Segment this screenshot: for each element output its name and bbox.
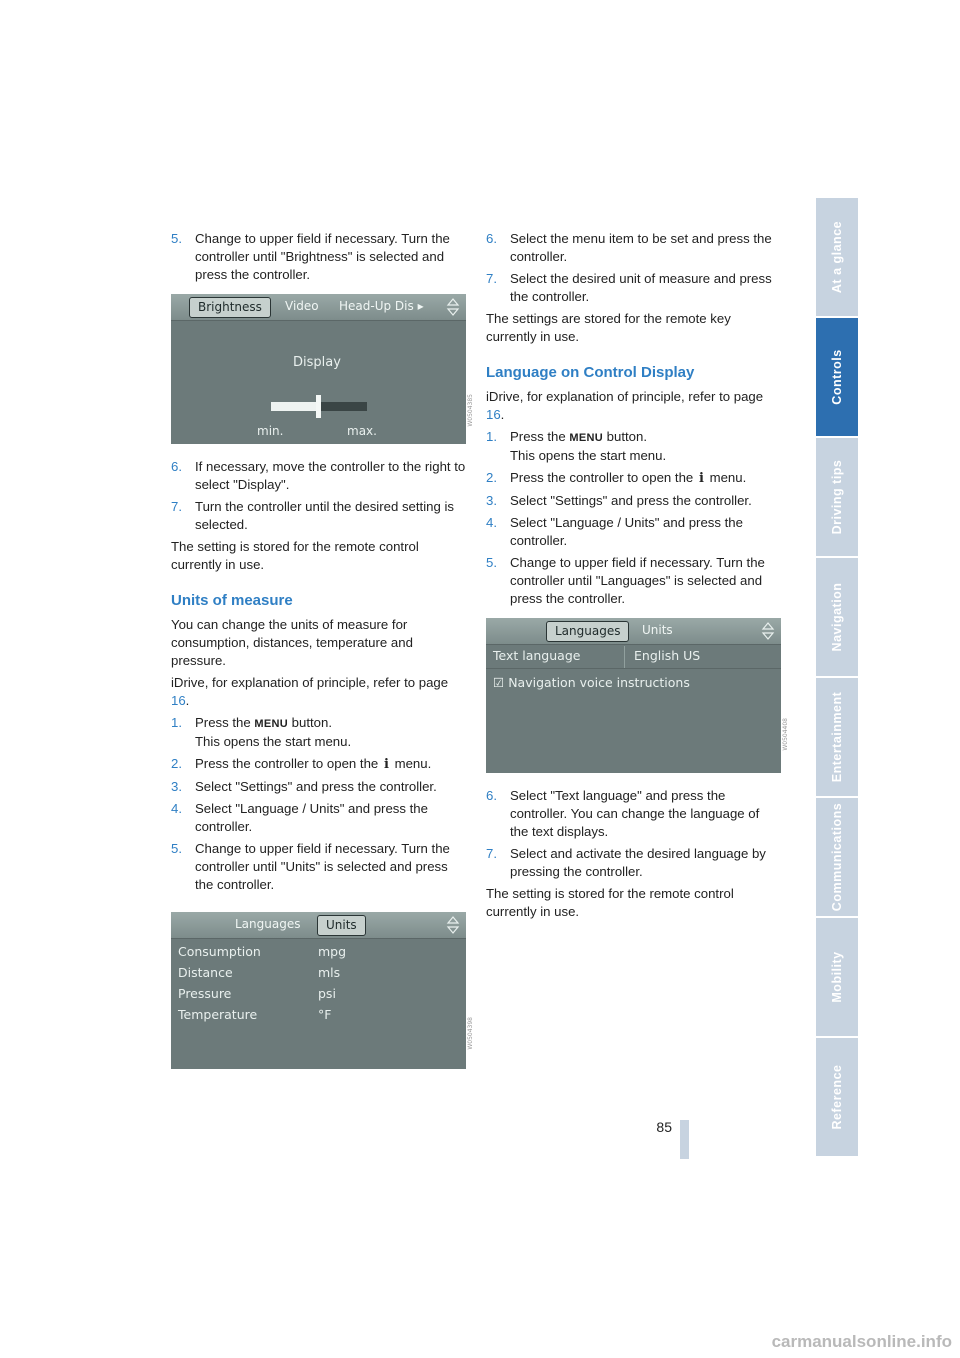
tab-bar bbox=[171, 912, 466, 939]
chapter-tabs bbox=[816, 198, 858, 1158]
step-text-pre: Press the bbox=[510, 429, 566, 444]
step-text: Select "Language / Units" and press the controller. bbox=[195, 801, 428, 834]
step-subtext: This opens the start menu. bbox=[195, 734, 352, 749]
figure-id: W0504385 bbox=[467, 394, 474, 427]
menu-button-icon: MENU bbox=[569, 432, 603, 444]
step-number: 5. bbox=[171, 841, 182, 856]
nav-voice-label: Navigation voice instructions bbox=[508, 675, 690, 690]
info-menu-icon: i bbox=[698, 471, 704, 486]
row-pressure-value: psi bbox=[318, 986, 336, 1001]
step-5-brightness bbox=[171, 230, 466, 284]
scroll-arrows-icon bbox=[761, 622, 775, 640]
units-step-2 bbox=[171, 755, 466, 774]
max-label: max. bbox=[347, 424, 377, 438]
step-number: 5. bbox=[486, 555, 497, 570]
row-distance-label: Distance bbox=[178, 965, 233, 980]
step-text: Change to upper field if necessary. Turn the controller until "Units" is selected and press the controller. bbox=[195, 841, 450, 892]
checkmark-icon: ☑ bbox=[493, 675, 505, 690]
units-step-5 bbox=[171, 840, 466, 894]
page-number: 85 bbox=[656, 1119, 672, 1135]
step-text: If necessary, move the controller to the right to select "Display". bbox=[195, 459, 466, 492]
page-link[interactable]: 16 bbox=[486, 407, 501, 422]
scroll-arrows-icon bbox=[446, 298, 460, 316]
tab-languages: Languages bbox=[546, 621, 629, 642]
slider-fill bbox=[271, 402, 319, 411]
chapter-tab-label: Navigation bbox=[830, 582, 844, 652]
step-number: 2. bbox=[486, 470, 497, 485]
storage-note: The setting is stored for the remote control currently in use. bbox=[486, 886, 734, 919]
language-step-7 bbox=[486, 845, 781, 881]
tab-units: Units bbox=[642, 623, 673, 637]
units-step-3 bbox=[171, 778, 466, 796]
tab-bar bbox=[486, 618, 781, 645]
figure-id: W0504398 bbox=[467, 1017, 474, 1050]
step-text: Change to upper field if necessary. Turn the controller until "Languages" is selected and press the controller. bbox=[510, 555, 765, 606]
language-step-3 bbox=[486, 492, 781, 510]
info-menu-icon: i bbox=[383, 757, 389, 772]
idrive-text: iDrive, for explanation of principle, refer to page bbox=[171, 675, 449, 690]
step-number: 2. bbox=[171, 756, 182, 771]
row-temperature-value: °F bbox=[318, 1007, 332, 1022]
row-pressure-label: Pressure bbox=[178, 986, 232, 1001]
step-number: 6. bbox=[486, 788, 497, 803]
idrive-reference bbox=[486, 388, 781, 424]
storage-note: The setting is stored for the remote control currently in use. bbox=[171, 539, 419, 572]
min-label: min. bbox=[257, 424, 284, 438]
tab-languages: Languages bbox=[235, 917, 301, 931]
chapter-tab-label: Driving tips bbox=[830, 459, 844, 535]
step-text-post: menu. bbox=[709, 470, 747, 485]
step-text: Turn the controller until the desired setting is selected. bbox=[195, 499, 454, 532]
units-heading: Units of measure bbox=[171, 592, 293, 609]
units-screen-image bbox=[171, 912, 474, 1069]
tab-head-up-display: Head-Up Dis ▸ bbox=[339, 299, 424, 313]
chapter-tab-reference[interactable] bbox=[816, 1038, 858, 1156]
chapter-tab-communications[interactable] bbox=[816, 798, 858, 916]
units-step-7 bbox=[486, 270, 781, 306]
chapter-tab-driving-tips[interactable] bbox=[816, 438, 858, 556]
text-language-label: Text language bbox=[493, 648, 581, 663]
figure-id: W0504408 bbox=[782, 718, 789, 751]
watermark: carmanualsonline.info bbox=[771, 1332, 952, 1351]
step-number: 7. bbox=[171, 499, 182, 514]
chapter-tab-navigation[interactable] bbox=[816, 558, 858, 676]
language-step-2 bbox=[486, 469, 781, 488]
step-text: Select "Language / Units" and press the controller. bbox=[510, 515, 743, 548]
text-language-value: English US bbox=[634, 648, 701, 663]
step-number: 7. bbox=[486, 846, 497, 861]
page-link[interactable]: 16 bbox=[171, 693, 186, 708]
tab-video: Video bbox=[285, 299, 319, 313]
units-step-4 bbox=[171, 800, 466, 836]
chapter-tab-label: At a glance bbox=[830, 220, 844, 294]
step-text-post: menu. bbox=[394, 756, 432, 771]
step-text: Select "Settings" and press the controller. bbox=[510, 493, 752, 508]
right-column bbox=[486, 230, 789, 925]
units-step-6 bbox=[486, 230, 781, 266]
row-consumption-label: Consumption bbox=[178, 944, 261, 959]
step-number: 3. bbox=[486, 493, 497, 508]
step-text: Select the desired unit of measure and press the controller. bbox=[510, 271, 772, 304]
units-intro: You can change the units of measure for consumption, distances, temperature and pressure. bbox=[171, 617, 413, 668]
step-text-pre: Press the bbox=[195, 715, 251, 730]
step-text: Select "Text language" and press the controller. You can change the language of the text displays. bbox=[510, 788, 760, 839]
row-distance-value: mls bbox=[318, 965, 341, 980]
step-number: 7. bbox=[486, 271, 497, 286]
text-language-row bbox=[486, 644, 781, 669]
chapter-tab-label: Communications bbox=[830, 802, 844, 912]
chapter-tab-at-a-glance[interactable] bbox=[816, 198, 858, 316]
step-text: Select the menu item to be set and press the controller. bbox=[510, 231, 772, 264]
period: . bbox=[500, 407, 505, 422]
storage-note: The settings are stored for the remote key currently in use. bbox=[486, 311, 731, 344]
step-text: Change to upper field if necessary. Turn the controller until "Brightness" is selected and press the controller. bbox=[195, 231, 450, 282]
left-column bbox=[171, 230, 474, 1083]
step-number: 4. bbox=[486, 515, 497, 530]
slider-thumb bbox=[316, 395, 321, 418]
step-subtext: This opens the start menu. bbox=[510, 448, 667, 463]
row-temperature-label: Temperature bbox=[178, 1007, 258, 1022]
chapter-tab-label: Reference bbox=[830, 1064, 844, 1130]
chapter-tab-entertainment[interactable] bbox=[816, 678, 858, 796]
tab-bar bbox=[171, 294, 466, 321]
chapter-tab-label: Mobility bbox=[830, 951, 844, 1003]
step-7-setting bbox=[171, 498, 466, 534]
units-step-1 bbox=[171, 714, 466, 751]
language-screen-image bbox=[486, 618, 789, 773]
step-6-display bbox=[171, 458, 466, 494]
step-text-pre: Press the controller to open the bbox=[510, 470, 694, 485]
step-number: 5. bbox=[171, 231, 182, 246]
language-step-6 bbox=[486, 787, 781, 841]
step-text-post: button. bbox=[291, 715, 332, 730]
chapter-tab-mobility[interactable] bbox=[816, 918, 858, 1036]
page-marker bbox=[680, 1120, 689, 1159]
step-number: 1. bbox=[486, 429, 497, 444]
step-number: 6. bbox=[171, 459, 182, 474]
language-step-5 bbox=[486, 554, 781, 608]
language-heading: Language on Control Display bbox=[486, 364, 695, 381]
step-number: 6. bbox=[486, 231, 497, 246]
idrive-text: iDrive, for explanation of principle, refer to page bbox=[486, 389, 764, 404]
row-divider bbox=[624, 646, 625, 668]
chapter-tab-label: Controls bbox=[830, 349, 844, 405]
idrive-reference bbox=[171, 674, 466, 710]
step-number: 4. bbox=[171, 801, 182, 816]
row-consumption-value: mpg bbox=[318, 944, 347, 959]
display-label: Display bbox=[293, 355, 341, 370]
language-step-1 bbox=[486, 428, 781, 465]
slider-track bbox=[319, 402, 367, 411]
period: . bbox=[185, 693, 190, 708]
scroll-arrows-icon bbox=[446, 916, 460, 934]
tab-brightness: Brightness bbox=[189, 297, 271, 318]
tab-units: Units bbox=[317, 915, 366, 936]
step-number: 3. bbox=[171, 779, 182, 794]
brightness-screen-image bbox=[171, 294, 474, 444]
step-number: 1. bbox=[171, 715, 182, 730]
step-text: Select "Settings" and press the controller. bbox=[195, 779, 437, 794]
chapter-tab-label: Entertainment bbox=[830, 691, 844, 783]
step-text-pre: Press the controller to open the bbox=[195, 756, 379, 771]
chapter-tab-controls[interactable] bbox=[816, 318, 858, 436]
menu-button-icon: MENU bbox=[254, 718, 288, 730]
nav-voice-row bbox=[493, 674, 690, 692]
step-text: Select and activate the desired language by pressing the controller. bbox=[510, 846, 766, 879]
step-text-post: button. bbox=[606, 429, 647, 444]
language-step-4 bbox=[486, 514, 781, 550]
